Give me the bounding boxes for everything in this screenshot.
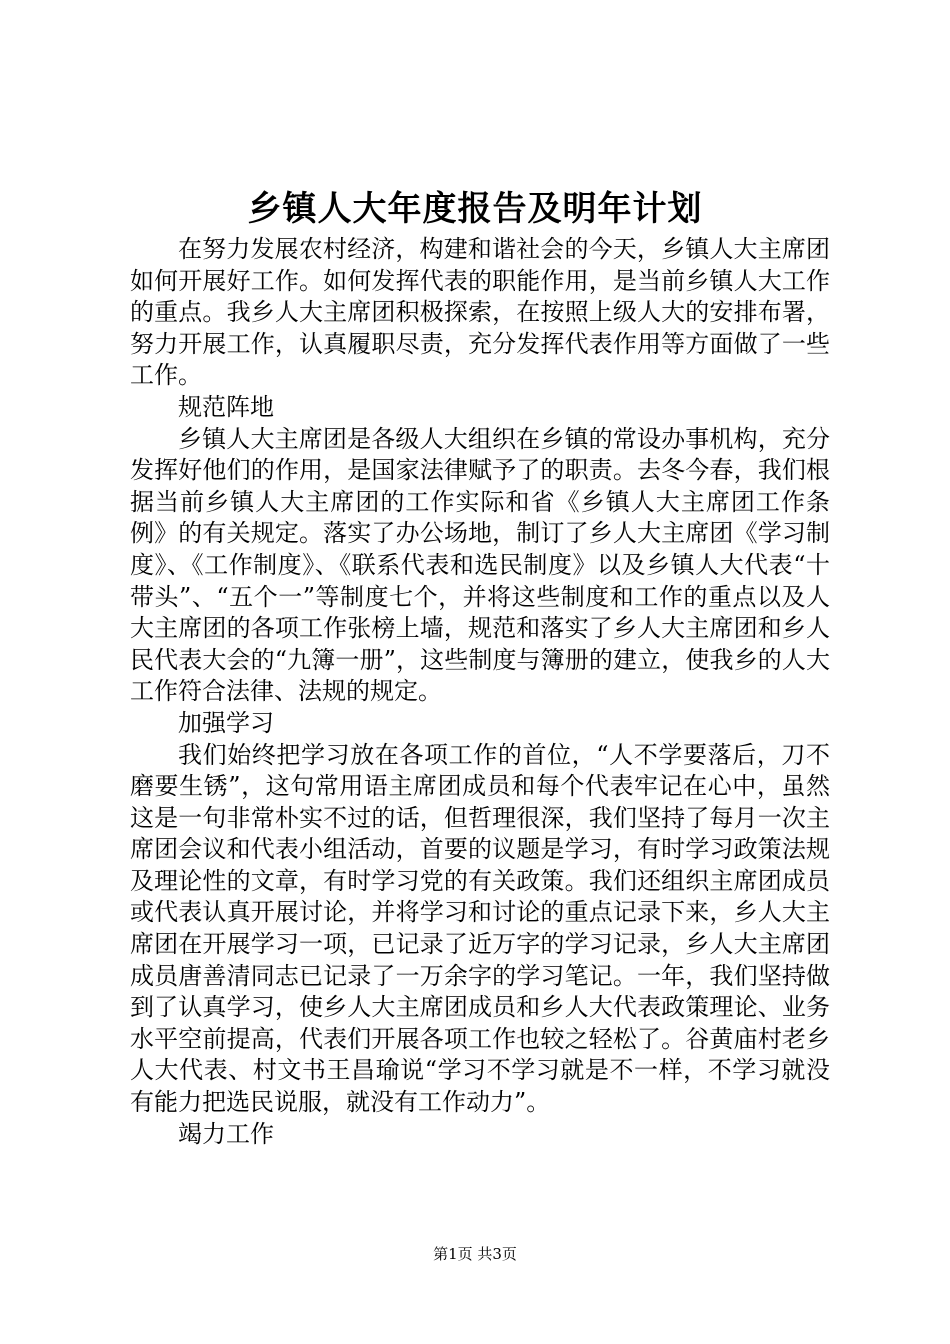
- document-body: [130, 234, 830, 1150]
- intro-paragraph: 在努力发展农村经济，构建和谐社会的今天，乡镇人大主席团如何开展好工作。如何发挥代表的职能作用，是当前乡镇人大工作的重点。我乡人大主席团积极探索，在按照上级人大的安排布署，努力开展工作，认真履职尽责，充分发挥代表作用等方面做了一些工作。: [130, 235, 830, 390]
- standardize-paragraph: 乡镇人大主席团是各级人大组织在乡镇的常设办事机构，充分发挥好他们的作用，是国家法律赋予了的职责。去冬今春，我们根据当前乡镇人大主席团的工作实际和省《乡镇人大主席团工作条例》的有关规定。落实了办公场地，制订了乡人大主席团《学习制度》、《工作制度》、《联系代表和选民制度》以及乡镇人大代表“十带头”、“五个一”等制度七个，并将这些制度和工作的重点以及人大主席团的各项工作张榜上墙，规范和落实了乡人大主席团和乡人民代表大会的“九簿一册”，这些制度与簿册的建立，使我乡的人大工作符合法律、法规的规定。: [130, 424, 830, 706]
- section-heading-standardize: 规范阵地: [178, 392, 274, 421]
- page-number-footer: 第1页 共3页: [433, 1245, 517, 1263]
- section-heading-work: 竭力工作: [178, 1119, 274, 1148]
- study-paragraph: 我们始终把学习放在各项工作的首位，“人不学要落后，刀不磨要生锈”，这句常用语主席团成员和每个代表牢记在心中，虽然这是一句非常朴实不过的话，但哲理很深，我们坚持了每月一次主席团会议和代表小组活动，首要的议题是学习，有时学习政策法规及理论性的文章，有时学习党的有关政策。我们还组织主席团成员或代表认真开展讨论，并将学习和讨论的重点记录下来，乡人大主席团在开展学习一项，已记录了近万字的学习记录，乡人大主席团成员唐善清同志已记录了一万余字的学习笔记。一年，我们坚持做到了认真学习，使乡人大主席团成员和乡人大代表政策理论、业务水平空前提高，代表们开展各项工作也较之轻松了。谷黄庙村老乡人大代表、村文书王昌瑜说“学习不学习就是不一样，不学习就没有能力把选民说服，就没有工作动力”。: [130, 740, 830, 1117]
- section-heading-study: 加强学习: [178, 708, 274, 737]
- document-title: 乡镇人大年度报告及明年计划: [247, 189, 703, 229]
